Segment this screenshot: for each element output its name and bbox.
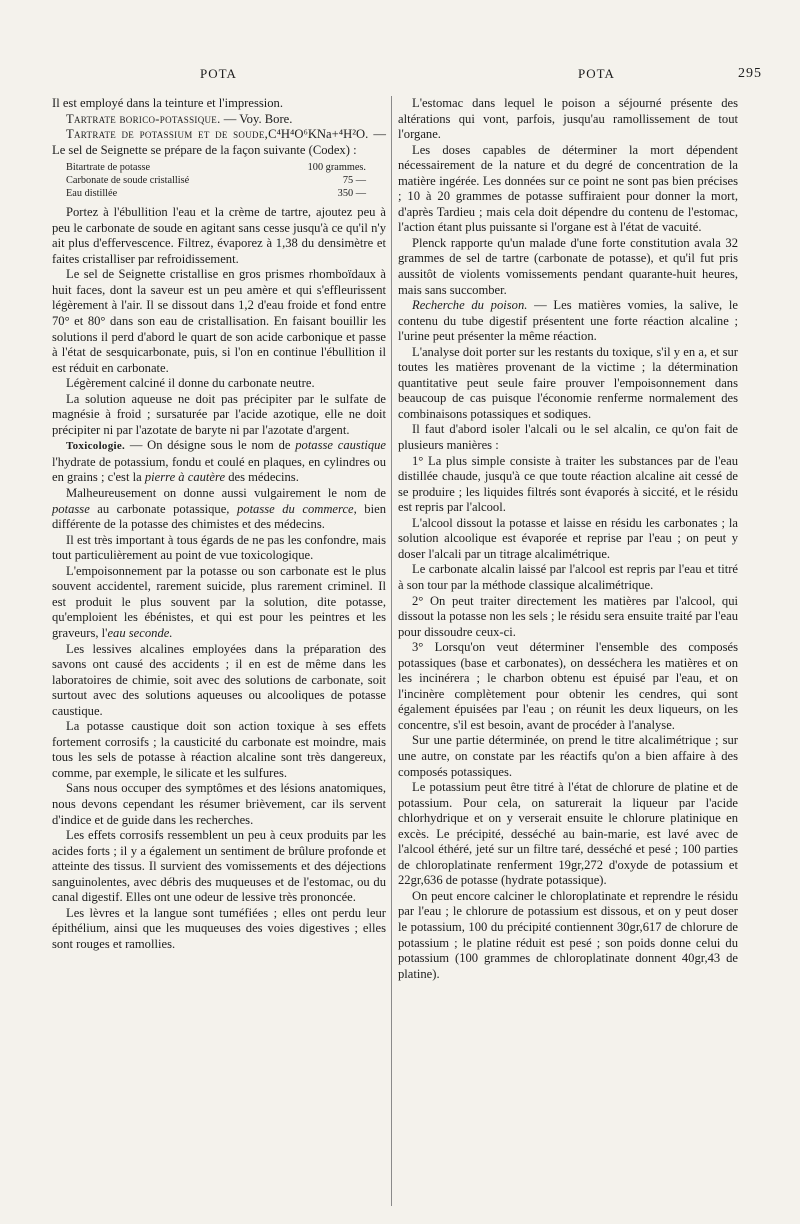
section-heading: Toxicologie. bbox=[66, 440, 126, 453]
paragraph: Sur une partie déterminée, on prend le titre alcalimétrique ; sur une autre, on constate par les réactifs qu'on a bien affaire à des composés potassiques. bbox=[398, 733, 738, 779]
recipe-quantity: 350 — bbox=[337, 188, 366, 200]
paragraph: Les lessives alcalines employées dans la préparation des savons ont causé des accidents ; il en est de même dans les laboratoires de chimie, soit avec des solutions de carbonate, soit surtout avec des solutions aqueuses ou alcooliques de potasse caustique. bbox=[52, 641, 386, 718]
running-header bbox=[0, 66, 800, 88]
recipe-table bbox=[66, 161, 366, 200]
paragraph: On peut encore calciner le chloroplatinate et reprendre le résidu par l'eau ; le chlorure de potassium est dissous, et on y peut doser le potassium, 100 du précipité contiennent 30gr,617 de chlorure de potassium ; le platine réduit est pesé ; son poids donne celui du potassium (100 grammes de chloroplatinate donnent 40gr,43 de platine). bbox=[398, 888, 738, 981]
recipe-ingredient: Eau distillée bbox=[66, 188, 118, 200]
entry-heading: Tartrate borico-potassique. bbox=[66, 111, 221, 126]
paragraph: 1° La plus simple consiste à traiter les substances par de l'eau distillée chaude, jusqu'à ce que toute réaction alcaline ait cessé de se produire ; les liquides filtrés sont évaporés à siccité, et le résidu est repris par l'alcool. bbox=[398, 453, 738, 515]
paragraph: Tartrate borico-potassique. — Voy. Bore. bbox=[66, 111, 293, 126]
paragraph: Malheureusement on donne aussi vulgairement le nom de potasse au carbonate potassique, potasse du commerce, bien différente de la potasse des chimistes et des médecins. bbox=[52, 486, 386, 532]
paragraph: Le sel de Seignette cristallise en gros prismes rhomboïdaux à huit faces, dont la saveur est un peu amère et qui s'effleurissent légèrement à l'air. Il se dissout dans 1,2 d'eau froide et fond entre 70° et 80° dans son eau de cristallisation. En faisant bouillir les solutions il perd d'abord le quart de son acide carbonique et passe à l'état de sesquicarbonate, puis, si l'on en continue l'ébullition il est réduit en carbonate. bbox=[52, 267, 386, 375]
section-heading: Recherche du poison. bbox=[412, 298, 528, 313]
paragraph: Recherche du poison. — Les matières vomies, la salive, le contenu du tube digestif présentent une forte réaction alcaline ; l'urine peut présenter la même réaction. bbox=[398, 298, 738, 344]
paragraph: Les effets corrosifs ressemblent un peu à ceux produits par les acides forts ; il y a également un sentiment de brûlure profonde et atteinte des tissus. Il survient des vomissements et des déjections sanguinolentes, avec débris des muqueuses et de l'estomac, ou du canal digestif. Elles ont une odeur de lessive très prononcée. bbox=[52, 828, 386, 905]
recipe-ingredient: Carbonate de soude cristallisé bbox=[66, 175, 190, 187]
paragraph: 2° On peut traiter directement les matières par l'alcool, qui dissout la potasse non les sels ; le résidu sera ensuite traité par l'eau pour dissoudre ceux-ci. bbox=[398, 593, 738, 639]
paragraph: Portez à l'ébullition l'eau et la crème de tartre, ajoutez peu à peu le carbonate de soude en agitant sans cesse jusqu'à ce qu'il n'y ait plus d'effervescence. Filtrez, évaporez à 1,38 du densimètre et faites cristalliser par refroidissement. bbox=[52, 205, 386, 266]
paragraph: Le potassium peut être titré à l'état de chlorure de platine et de potassium. Pour cela, on saturerait la liqueur par l'acide chlorhydrique et on y verserait ensuite le chlorure platinique en excès. Le précipité, desséché au bain-marie, est lavé avec de l'alcool éthéré, jeté sur un filtre taré, desséché et pesé ; 100 parties de chloroplatinate renferment 19gr,272 d'oxyde de potassium et 22gr,636 de potasse (hydrate potassique). bbox=[398, 780, 738, 888]
chemical-formula: C⁴H⁴O⁶KNa+⁴H²O. bbox=[268, 127, 369, 142]
page-number: 295 bbox=[738, 66, 762, 81]
paragraph: L'alcool dissout la potasse et laisse en résidu les carbonates ; la solution alcoolique est évaporée et reprise par l'eau ; on peut y doser l'alcali par un titrage alcalimétrique. bbox=[398, 515, 738, 561]
paragraph: Les lèvres et la langue sont tuméfiées ; elles ont perdu leur épithélium, ainsi que les muqueuses des voies digestives ; elles sont rouges et ramollies. bbox=[52, 905, 386, 951]
paragraph: La potasse caustique doit son action toxique à ses effets fortement corrosifs ; la causticité du carbonate est moindre, mais tous les sels de potasse à réaction alcaline sont très dangereux, comme, par exemple, le silicate et les sulfures. bbox=[52, 719, 386, 780]
recipe-quantity: 100 grammes. bbox=[307, 162, 366, 174]
header-right-title: POTA bbox=[578, 66, 615, 81]
paragraph: L'empoisonnement par la potasse ou son carbonate est le plus souvent accidentel, rarement suicide, plus rarement criminel. Il est produit le plus souvent par la solution, dite potasse, qu'emploient les ébénistes, et qui est pour les peintres et les graveurs, l'eau seconde. bbox=[52, 563, 386, 640]
left-column bbox=[52, 96, 386, 952]
header-left-title: POTA bbox=[200, 66, 237, 81]
paragraph: Il faut d'abord isoler l'alcali ou le sel alcalin, ce qu'on fait de plusieurs manières : bbox=[398, 422, 738, 453]
paragraph: L'analyse doit porter sur les restants du toxique, s'il y en a, et sur toutes les matières provenant de la victime ; la détermination quantitative peut seule faire prouver l'empoisonnement dans beaucoup de cas puisque l'économie renferme normalement des combinaisons potassiques et sodiques. bbox=[398, 344, 738, 421]
paragraph: 3° Lorsqu'on veut déterminer l'ensemble des composés potassiques (base et carbonates), on desséchera les matières et on les incinérera ; le charbon obtenu est épuisé par l'eau, et on l'incinère complètement pour obtenir les cendres, qui sont également épuisées par l'eau ; on réunit les deux liqueurs, on les concentre, s'il est besoin, avant de procéder à l'analyse. bbox=[398, 640, 738, 732]
paragraph: Le carbonate alcalin laissé par l'alcool est repris par l'eau et titré à son tour par la méthode classique alcalimétrique. bbox=[398, 562, 738, 592]
paragraph: Tartrate de potassium et de soude,C⁴H⁴O⁶KNa+⁴H²O. — Le sel de Seignette se prépare de la façon suivante (Codex) : bbox=[52, 127, 386, 157]
paragraph: Les doses capables de déterminer la mort dépendent nécessairement de la nature et du degré de concentration de la matière ingérée. Les données sur ce point ne sont pas bien précises ; 10 à 20 grammes de potasse suffiraient pour donner la mort, d'après Tardieu ; mais cela doit dépendre du contenu de l'estomac, l'action étant plus puissante si l'organe est à l'état de vacuité. bbox=[398, 142, 738, 235]
recipe-ingredient: Bitartrate de potasse bbox=[66, 162, 151, 174]
recipe-row bbox=[66, 174, 366, 187]
paragraph: Légèrement calciné il donne du carbonate neutre. bbox=[66, 376, 315, 391]
paragraph: L'estomac dans lequel le poison a séjourné présente des altérations qui vont, parfois, jusqu'au ramollissement de tout l'organe. bbox=[398, 96, 738, 142]
entry-heading: Tartrate de potassium et de soude, bbox=[66, 127, 269, 142]
right-column bbox=[398, 96, 738, 982]
recipe-row bbox=[66, 187, 366, 200]
paragraph: Toxicologie. — On désigne sous le nom de potasse caustique l'hydrate de potassium, fondu et coulé en plaques, en cylindres ou en grains ; c'est la pierre à cautère des médecins. bbox=[52, 438, 386, 485]
recipe-quantity: 75 — bbox=[342, 175, 366, 187]
paragraph: Il est très important à tous égards de ne pas les confondre, mais tout particulièrement au point de vue toxicologique. bbox=[52, 532, 386, 563]
paragraph: Sans nous occuper des symptômes et des lésions anatomiques, nous devons cependant les résumer brièvement, car ils servent d'indice et de guide dans les recherches. bbox=[52, 781, 386, 827]
paragraph: Plenck rapporte qu'un malade d'une forte constitution avala 32 grammes de sel de tartre (carbonate de potasse), et qu'il fut pris aussitôt de violents vomissements pendant quarante-huit heures, mais sans succomber. bbox=[398, 235, 738, 297]
paragraph: La solution aqueuse ne doit pas précipiter par le sulfate de magnésie à froid ; sursaturée par l'acide azotique, elle ne doit précipiter ni par l'azotate de baryte ni par l'azotate d'argent. bbox=[52, 391, 386, 437]
paragraph: Il est employé dans la teinture et l'impression. bbox=[52, 96, 283, 110]
recipe-row bbox=[66, 161, 366, 174]
column-divider bbox=[391, 96, 392, 1206]
